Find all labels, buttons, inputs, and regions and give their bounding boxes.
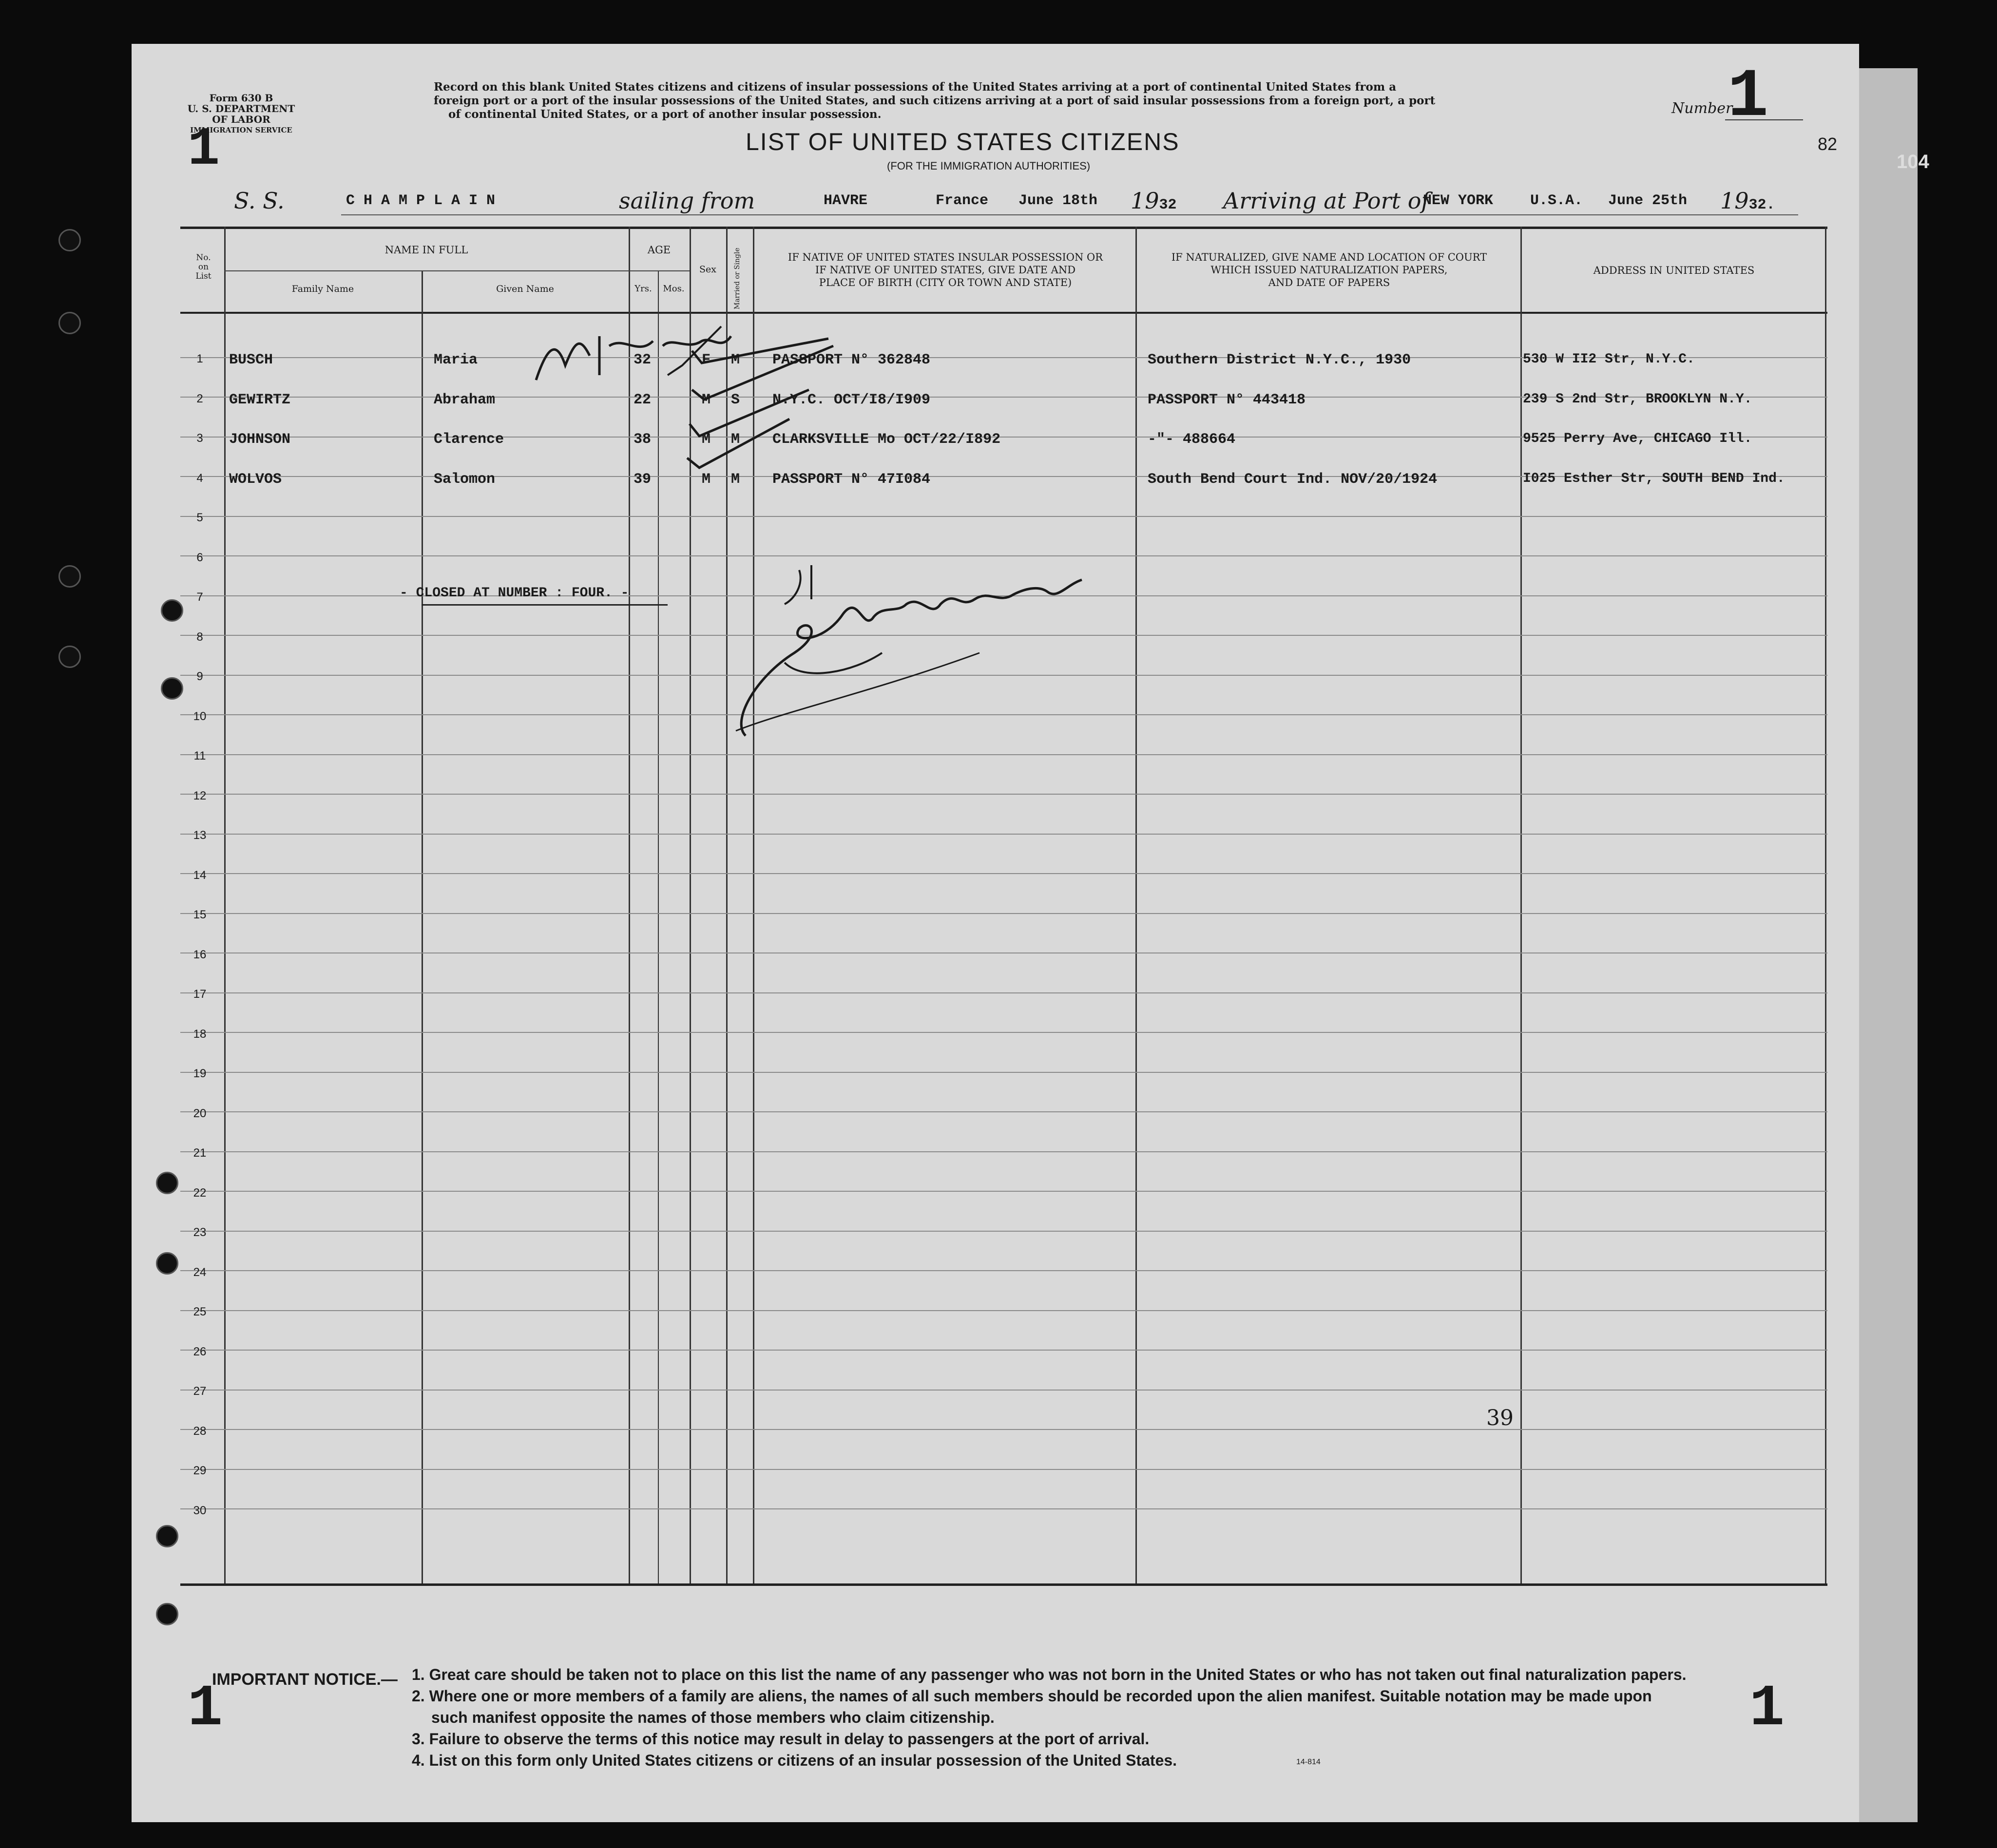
- row-rule: [180, 1270, 1827, 1271]
- family-name-cell: WOLVOS: [229, 471, 282, 488]
- row-number: 4: [196, 471, 203, 485]
- inspector-signature: [726, 555, 1096, 741]
- form-number: Form 630 B: [209, 92, 273, 104]
- checkmarks: [663, 336, 867, 502]
- header-rule: [180, 312, 1827, 314]
- row-rule: [180, 913, 1827, 914]
- sex-cell: M: [702, 471, 711, 488]
- naturalization-cell: South Bend Court Ind. NOV/20/1924: [1148, 471, 1438, 488]
- column-rule: [1825, 227, 1826, 1583]
- column-rule: [422, 270, 423, 1583]
- marital-status-cell: M: [731, 471, 740, 488]
- given-name-cell: Maria: [434, 352, 478, 368]
- stray-number: 39: [1486, 1406, 1514, 1430]
- row-number: 14: [193, 868, 207, 882]
- header-name-in-full: NAME IN FULL: [384, 244, 468, 256]
- birth-cell: PASSPORT N° 47I084: [772, 471, 931, 488]
- given-name-cell: Salomon: [434, 471, 496, 488]
- punch-hole: [156, 1252, 178, 1275]
- row-number: 8: [196, 630, 203, 644]
- notice-item: 4. List on this form only United States citizens or citizens of an insular possession of the United States.: [412, 1752, 1177, 1769]
- from-port: HAVRE: [824, 192, 868, 209]
- depart-year: 32: [1159, 197, 1177, 213]
- address-cell: I025 Esther Str, SOUTH BEND Ind.: [1523, 471, 1785, 486]
- page-subtitle: (FOR THE IMMIGRATION AUTHORITIES): [887, 160, 1091, 172]
- punch-hole: [156, 1525, 178, 1547]
- row-rule: [180, 1191, 1827, 1192]
- page-title: LIST OF UNITED STATES CITIZENS: [746, 128, 1180, 155]
- header-married: Married or Single: [733, 248, 741, 309]
- row-number: 10: [193, 709, 207, 723]
- sailing-label: sailing from: [619, 188, 755, 214]
- row-number: 9: [196, 670, 203, 683]
- row-rule: [180, 1469, 1827, 1470]
- birth-cell: N.Y.C. OCT/I8/I909: [772, 391, 931, 408]
- header-naturalized: IF NATURALIZED, GIVE NAME AND LOCATION OF COURT WHICH ISSUED NATURALIZATION PAPERS, AND DATE OF PAPERS: [1171, 251, 1487, 288]
- row-number: 29: [193, 1464, 207, 1477]
- punch-hole: [58, 229, 81, 251]
- service: IMMIGRATION SERVICE: [190, 126, 292, 134]
- header-birth: IF NATIVE OF UNITED STATES INSULAR POSSESSION OR IF NATIVE OF UNITED STATES, GIVE DATE AND PLACE OF BIRTH (CITY OR TOWN AND STATE): [787, 251, 1103, 288]
- row-number: 23: [193, 1226, 207, 1239]
- header-sex: Sex: [699, 264, 716, 275]
- row-number: 15: [193, 908, 207, 921]
- ship-name: C H A M P L A I N: [346, 192, 496, 209]
- row-number: 24: [193, 1265, 207, 1279]
- family-name-cell: BUSCH: [229, 352, 273, 368]
- row-number: 12: [193, 789, 207, 802]
- header-address: ADDRESS IN UNITED STATES: [1593, 265, 1755, 276]
- row-number: 5: [196, 511, 203, 524]
- notice-item: 2. Where one or more members of a family are aliens, the names of all such members should be recorded upon the alien manifest. Suitable notation may be made upon: [412, 1687, 1652, 1705]
- age-cell: 32: [634, 352, 652, 368]
- column-rule: [224, 227, 226, 1583]
- row-rule: [180, 1151, 1827, 1152]
- instruction-line: foreign port or a port of the insular possessions of the United States, and such citizens arriving at a port of said insular possessions from a foreign port, a port: [434, 94, 1436, 107]
- row-rule: [180, 1231, 1827, 1232]
- header-no-on-list: No. on List: [195, 253, 211, 281]
- row-number: 25: [193, 1305, 207, 1318]
- row-rule: [180, 1508, 1827, 1509]
- row-rule: [180, 1072, 1827, 1073]
- row-number: 1: [196, 352, 203, 365]
- adjacent-page-edge: [1859, 68, 1918, 1822]
- arrive-date: June 25th: [1608, 192, 1688, 209]
- row-rule: [180, 1350, 1827, 1351]
- naturalization-cell: PASSPORT N° 443418: [1148, 391, 1306, 408]
- row-rule: [180, 834, 1827, 835]
- punch-hole: [156, 1603, 178, 1625]
- ss-label: S. S.: [234, 188, 285, 214]
- sex-cell: M: [702, 431, 711, 448]
- from-country: France: [936, 192, 989, 209]
- corner-mark: 1: [1749, 1676, 1785, 1742]
- age-cell: 38: [634, 431, 652, 448]
- sex-cell: M: [702, 391, 711, 408]
- year-prefix: 19: [1720, 188, 1749, 214]
- row-number: 16: [193, 948, 207, 961]
- header-age: AGE: [647, 244, 671, 256]
- row-rule: [180, 1032, 1827, 1033]
- depart-date: June 18th: [1018, 192, 1098, 209]
- header-mos: Mos.: [663, 284, 685, 294]
- list-number: 1: [1728, 58, 1769, 136]
- naturalization-cell: Southern District N.Y.C., 1930: [1148, 352, 1411, 368]
- row-rule: [180, 754, 1827, 755]
- birth-cell: PASSPORT N° 362848: [772, 352, 931, 368]
- table-frame: [180, 227, 1827, 1586]
- arriving-label: Arriving at Port of: [1223, 188, 1430, 214]
- notice-item: such manifest opposite the names of those members who claim citizenship.: [431, 1709, 995, 1726]
- row-number: 30: [193, 1504, 207, 1517]
- notice-item: 3. Failure to observe the terms of this notice may result in delay to passengers at the port of arrival.: [412, 1730, 1150, 1748]
- row-rule: [180, 1310, 1827, 1311]
- punch-hole: [156, 1172, 178, 1194]
- naturalization-cell: -"- 488664: [1148, 431, 1236, 448]
- age-cell: 22: [634, 391, 652, 408]
- row-number: 3: [196, 432, 203, 445]
- marital-status-cell: M: [731, 431, 740, 448]
- row-rule: [180, 1429, 1827, 1430]
- address-cell: 9525 Perry Ave, CHICAGO Ill.: [1523, 431, 1752, 446]
- row-number: 2: [196, 392, 203, 405]
- row-rule: [180, 516, 1827, 517]
- to-port: NEW YORK: [1423, 192, 1494, 209]
- row-rule: [180, 794, 1827, 795]
- punch-hole: [58, 646, 81, 668]
- corner-mark: 1: [188, 119, 220, 180]
- row-number: 20: [193, 1106, 207, 1120]
- given-name-cell: Abraham: [434, 391, 496, 408]
- row-number: 27: [193, 1385, 207, 1398]
- marital-status-cell: S: [731, 391, 740, 408]
- closed-note: - CLOSED AT NUMBER : FOUR. -: [400, 586, 629, 601]
- instruction-line: Record on this blank United States citizens and citizens of insular possessions of the United States arriving at a port of continental United States from a: [434, 80, 1397, 94]
- number-label: Number: [1671, 100, 1733, 117]
- punch-hole: [58, 312, 81, 334]
- age-cell: 39: [634, 471, 652, 488]
- row-number: 26: [193, 1345, 207, 1358]
- header-family-name: Family Name: [291, 284, 354, 294]
- row-rule: [180, 992, 1827, 993]
- address-cell: 239 S 2nd Str, BROOKLYN N.Y.: [1523, 391, 1752, 407]
- header-given-name: Given Name: [496, 284, 554, 294]
- print-code: 14-814: [1296, 1758, 1321, 1766]
- row-number: 17: [193, 988, 207, 1001]
- row-number: 22: [193, 1186, 207, 1200]
- header-yrs: Yrs.: [634, 284, 652, 294]
- row-rule: [180, 1111, 1827, 1112]
- punch-hole: [58, 565, 81, 588]
- row-number: 7: [196, 591, 203, 604]
- instruction-line: of continental United States, or a port of another insular possession.: [448, 108, 882, 121]
- column-rule: [1135, 227, 1137, 1583]
- name-sub-rule: [224, 270, 690, 271]
- marital-status-cell: M: [731, 352, 740, 368]
- voyage-rule: [341, 214, 1798, 215]
- address-cell: 530 W II2 Str, N.Y.C.: [1523, 352, 1695, 367]
- sex-cell: F: [702, 352, 711, 368]
- closed-note-underline: [422, 604, 668, 606]
- row-number: 6: [196, 551, 203, 564]
- given-name-cell: Clarence: [434, 431, 504, 448]
- row-number: 18: [193, 1027, 207, 1041]
- notice-item: 1. Great care should be taken not to place on this list the name of any passenger who was not born in the United States or who has not taken out final naturalization papers.: [412, 1666, 1687, 1683]
- row-number: 19: [193, 1067, 207, 1080]
- row-number: 11: [193, 749, 206, 762]
- row-rule: [180, 1390, 1827, 1391]
- corner-mark: 1: [188, 1676, 223, 1742]
- family-name-cell: JOHNSON: [229, 431, 291, 448]
- side-number: 104: [1897, 151, 1929, 172]
- row-rule: [180, 873, 1827, 874]
- column-rule: [658, 270, 659, 1583]
- row-number: 13: [193, 829, 207, 842]
- row-number: 21: [193, 1146, 207, 1160]
- row-number: 28: [193, 1424, 207, 1438]
- department: U. S. DEPARTMENT OF LABOR: [187, 103, 295, 125]
- column-rule: [629, 227, 630, 1583]
- birth-cell: CLARKSVILLE Mo OCT/22/I892: [772, 431, 1001, 448]
- family-name-cell: GEWIRTZ: [229, 391, 291, 408]
- page-number: 82: [1818, 134, 1838, 154]
- to-country: U.S.A.: [1530, 192, 1583, 209]
- arrive-year: 32.: [1748, 197, 1775, 213]
- year-prefix: 19: [1131, 188, 1159, 214]
- column-rule: [1520, 227, 1522, 1583]
- notice-heading: IMPORTANT NOTICE.—: [212, 1670, 398, 1689]
